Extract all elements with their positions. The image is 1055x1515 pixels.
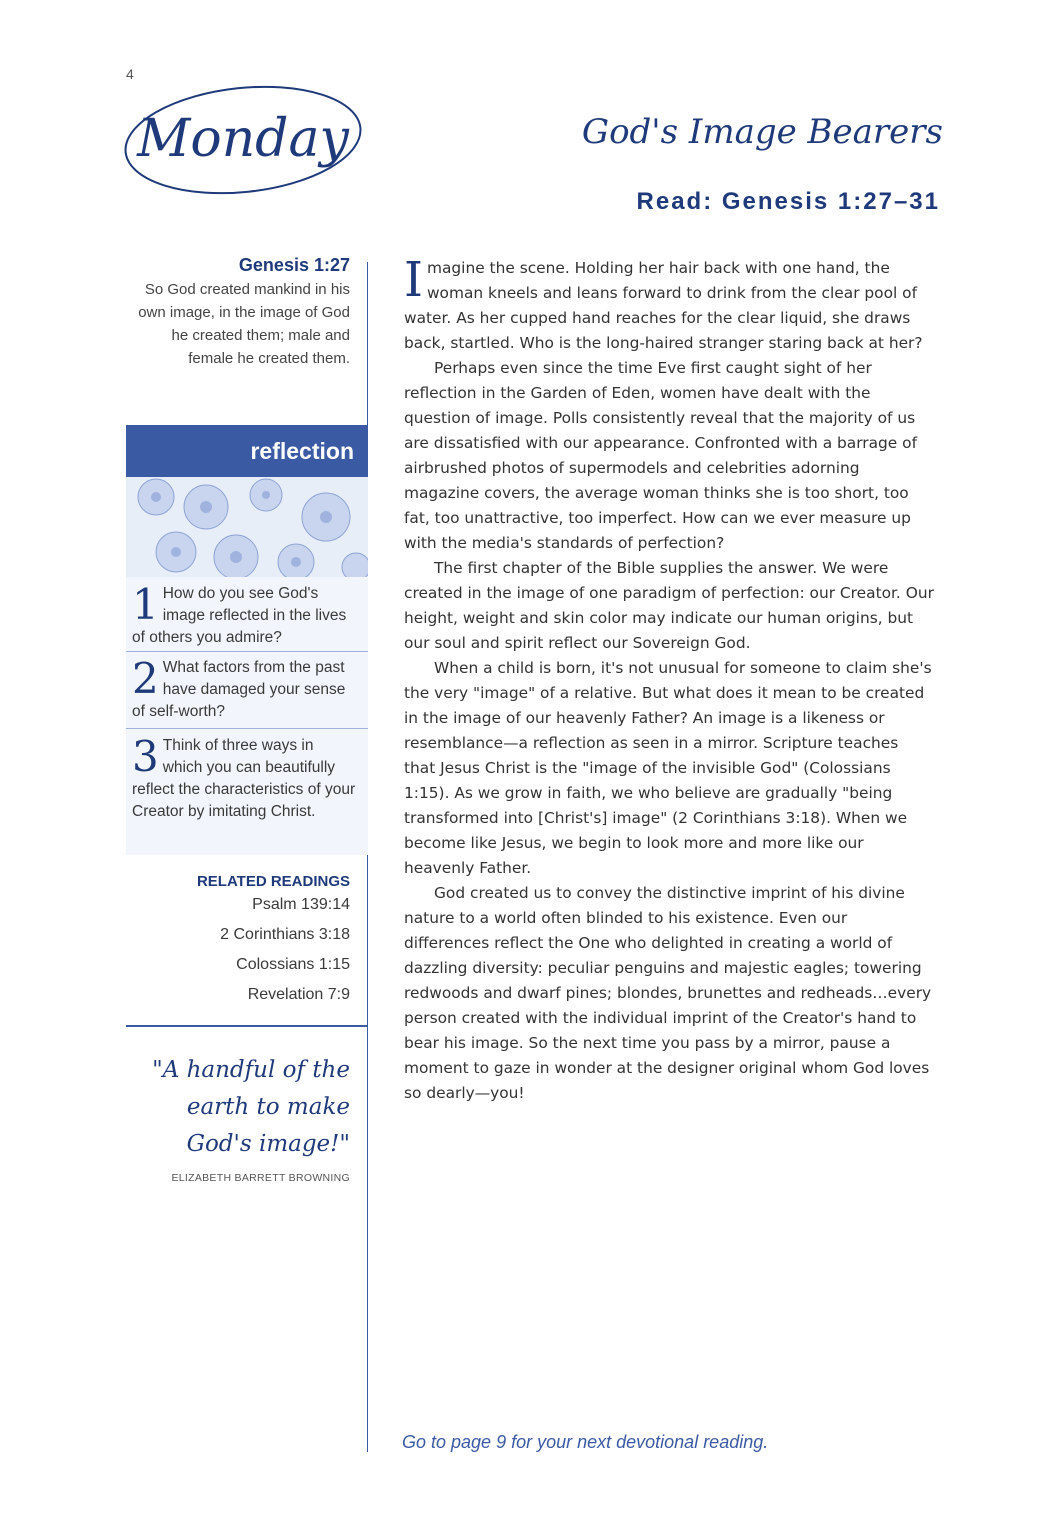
verse-text: So God created mankind in his own image, in the image of God he created them; male and female he created them. (138, 281, 350, 367)
reading-reference: Read: Genesis 1:27–31 (636, 188, 940, 215)
body-paragraph (404, 252, 934, 356)
body-paragraph: Perhaps even since the time Eve first caught sight of her reflection in the Garden of Eden, women have dealt with the question of image. Polls consistently reveal that the majority of us are dissatisfied with our appearance. Confronted with a barrage of airbrushed photos of supermodels and celebrities adorning magazine covers, the average woman thinks she is too short, too fat, too unattractive, too imperfect. How can we ever measure up with the media's standards of perfection? (404, 359, 917, 552)
page-title: God's Image Bearers (581, 112, 943, 152)
body-paragraph-text: magine the scene. Holding her hair back with one hand, the woman kneels and leans forward to drink from the clear pool of water. As her cupped hand reaches for the clear liquid, she draws back, startled. Who is the long-haired stranger staring back at her? (404, 259, 923, 352)
question-text: Think of three ways in which you can beautifully reflect the characteristics of your Creator by imitating Christ. (132, 737, 356, 820)
question-item (132, 654, 356, 723)
question-divider (126, 651, 368, 652)
next-reading-note: Go to page 9 for your next devotional reading. (402, 1432, 769, 1452)
devotional-body (404, 252, 934, 1106)
page-number: 4 (126, 66, 134, 82)
question-number: 1 (132, 580, 159, 629)
reflection-questions (126, 577, 368, 855)
flower-pattern-icon (126, 477, 368, 577)
verse-reference: Genesis 1:27 (238, 255, 350, 275)
related-reading-item: Revelation 7:9 (247, 986, 350, 1003)
verse-block (126, 255, 350, 370)
related-reading-item: 2 Corinthians 3:18 (220, 926, 350, 943)
question-divider (126, 728, 368, 729)
flower-illustration (126, 477, 368, 577)
question-item (132, 732, 356, 823)
sidebar-rule (126, 1025, 368, 1027)
body-paragraph: God created us to convey the distinctive imprint of his divine nature to a world often blinded to his existence. Even our differences reflect the One who delighted in creating a world of dazzling diversity: peculiar penguins and majestic eagles; towering redwoods and dwarf pines; blondes, brunettes and redheads…every person created with the individual imprint of the Creator's hand to bear his image. So the next time you pass by a mirror, pause a moment to gaze in wonder at the designer original whom God loves so dearly—you! (404, 884, 932, 1102)
question-item (132, 580, 356, 649)
body-paragraph: When a child is born, it's not unusual for someone to claim she's the very "image" of a relative. But what does it mean to be created in the image of our heavenly Father? An image is a likeness or resemblance—a reflection as seen in a mirror. Scripture teaches that Jesus Christ is the "image of the invisible God" (Colossians 1:15). As we grow in faith, we who believe are gradually "being transformed into [Christ's] image" (2 Corinthians 3:18). When we become like Jesus, we begin to look more and more like our heavenly Father. (404, 659, 932, 877)
day-label: Monday (137, 109, 349, 169)
related-reading-item: Psalm 139:14 (252, 896, 350, 913)
pull-quote: "A handful of the earth to make God's image!" (152, 1057, 350, 1157)
reflection-heading: reflection (126, 425, 368, 477)
quote-author: ELIZABETH BARRETT BROWNING (171, 1172, 350, 1184)
question-text: What factors from the past have damaged your sense of self-worth? (132, 659, 346, 720)
drop-cap: I (404, 252, 423, 308)
related-readings (126, 873, 350, 1010)
day-badge (118, 80, 368, 198)
question-number: 3 (132, 732, 159, 781)
related-readings-heading: RELATED READINGS (196, 873, 350, 890)
body-paragraph: The first chapter of the Bible supplies the answer. We were created in the image of one paradigm of perfection: our Creator. Our height, weight and skin color may indicate our human origins, but our soul and spirit reflect our Sovereign God. (404, 559, 934, 652)
related-reading-item: Colossians 1:15 (236, 956, 350, 973)
question-text: How do you see God's image reflected in the lives of others you admire? (132, 585, 347, 646)
question-number: 2 (132, 654, 159, 703)
